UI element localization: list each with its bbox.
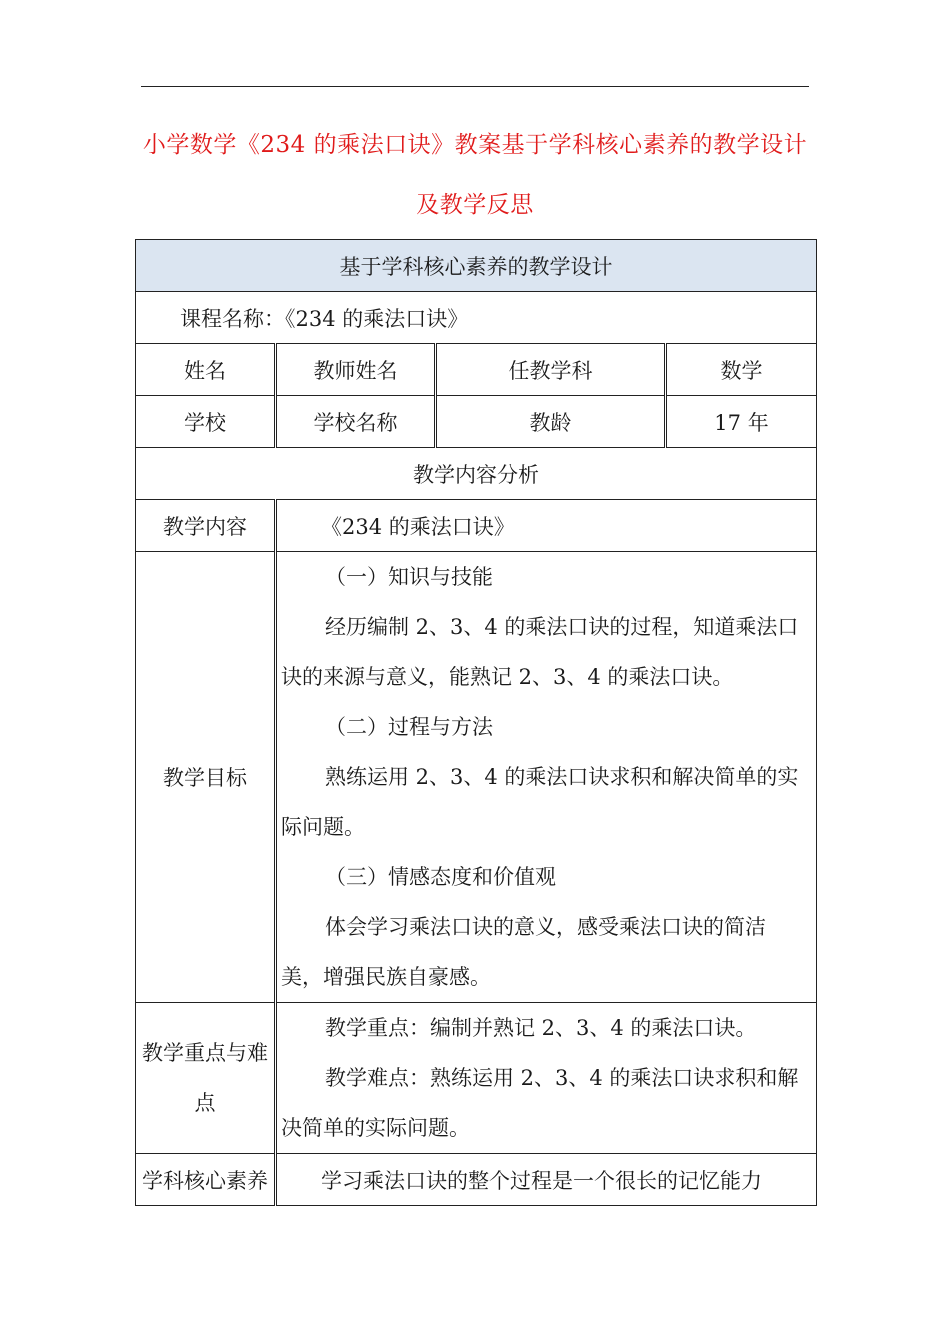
goal-line: 经历编制 2、3、4 的乘法口诀的过程，知道乘法口 xyxy=(325,615,799,639)
goal-line: 美，增强民族自豪感。 xyxy=(281,965,491,989)
goal-line: 际问题。 xyxy=(281,815,365,839)
goal-line: 熟练运用 2、3、4 的乘法口诀求积和解决简单的实 xyxy=(325,765,799,789)
teaching-years-label: 教龄 xyxy=(436,396,666,448)
table-header: 基于学科核心素养的教学设计 xyxy=(136,240,817,292)
document-title-line-1: 小学数学《234 的乘法口诀》教案基于学科核心素养的教学设计 xyxy=(142,132,808,158)
subject-label: 任教学科 xyxy=(436,344,666,396)
teaching-years-value: 17 年 xyxy=(666,396,817,448)
content-label: 教学内容 xyxy=(136,500,276,552)
difficulty-line: 决简单的实际问题。 xyxy=(281,1116,470,1140)
difficulty-line: 教学难点：熟练运用 2、3、4 的乘法口诀求积和解 xyxy=(325,1066,799,1090)
key-points-content xyxy=(276,1003,817,1154)
goal-line: 体会学习乘法口诀的意义，感受乘法口诀的简洁 xyxy=(325,915,766,939)
name-label: 姓名 xyxy=(136,344,276,396)
key-points-label-line-1: 教学重点与难 xyxy=(142,1041,268,1065)
school-label: 学校 xyxy=(136,396,276,448)
key-point-line: 教学重点：编制并熟记 2、3、4 的乘法口诀。 xyxy=(325,1016,757,1040)
lesson-plan-table xyxy=(135,239,817,1206)
school-name-value: 学校名称 xyxy=(276,396,436,448)
key-points-label xyxy=(136,1003,276,1154)
literacy-value: 学习乘法口诀的整个过程是一个很长的记忆能力 xyxy=(276,1154,817,1206)
goals-label: 教学目标 xyxy=(136,552,276,1003)
goal-heading-knowledge: （一）知识与技能 xyxy=(325,565,493,589)
teacher-name-value: 教师姓名 xyxy=(276,344,436,396)
key-points-label-line-2: 点 xyxy=(194,1091,216,1115)
content-value: 《234 的乘法口诀》 xyxy=(276,500,817,552)
goals-content xyxy=(276,552,817,1003)
course-name: 课程名称：《234 的乘法口诀》 xyxy=(136,292,817,344)
subject-value: 数学 xyxy=(666,344,817,396)
goal-heading-emotion: （三）情感态度和价值观 xyxy=(325,865,556,889)
document-title-line-2: 及教学反思 xyxy=(416,192,534,218)
header-rule xyxy=(141,86,809,87)
goal-heading-process: （二）过程与方法 xyxy=(325,715,493,739)
goal-line: 诀的来源与意义，能熟记 2、3、4 的乘法口诀。 xyxy=(281,665,734,689)
literacy-label: 学科核心素养 xyxy=(136,1154,276,1206)
analysis-header: 教学内容分析 xyxy=(136,448,817,500)
